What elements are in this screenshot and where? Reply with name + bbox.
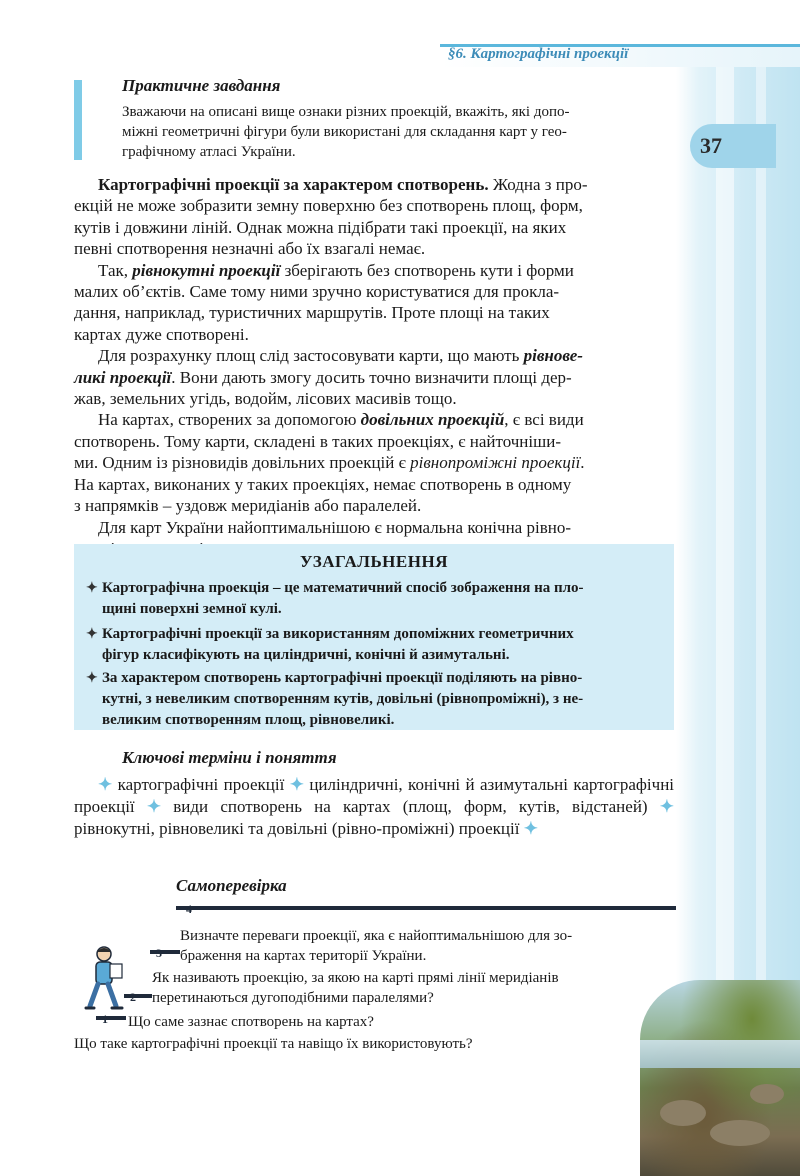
star-separator-icon: ✦ (659, 797, 675, 816)
step-line (96, 1016, 126, 1020)
body-line: ми. Одним із різновидів довільних проекцій є рівнопроміжні проекції. (74, 453, 585, 473)
key-terms-text: ✦ картографічні проекції ✦ циліндричні, конічні й азимутальні картографічні проекції ✦ види спотворень на картах (площ, форм, кутів, відстаней) ✦ рівнокутні, рівновеликі та довільні (рівно-проміжні) проекції ✦ (74, 775, 675, 838)
step-number: 2 (130, 990, 136, 1004)
body-line: Картографічні проекції за характером спотворень. Жодна з про- (98, 175, 588, 194)
body-line: На картах, виконаних у таких проекціях, немає спотворень в одному (74, 474, 572, 494)
summary-box (74, 544, 674, 730)
body-line: кутів і довжини ліній. Однак можна підібрати такі проекції, на яких (74, 217, 567, 237)
task-accent-bar (74, 80, 82, 160)
star-bullet-icon: ✦ (86, 627, 98, 642)
summary-item: ✦ За характером спотворень картографічні проекції поділяють на рівно- кутні, з невеликим спотворенням кутів, довільні (рівнопроміжні), з не- великим спотворенням площ, рівновеликі. (86, 670, 584, 728)
star-separator-icon: ✦ (98, 775, 113, 794)
body-line: Для розрахунку площ слід застосовувати карти, що мають рівнове- (98, 346, 583, 366)
star-bullet-icon: ✦ (86, 581, 98, 596)
section-title: §6. Картографічні проекції (448, 46, 629, 62)
body-line: малих об’єктів. Саме тому ними зручно користуватися для прокла- (74, 282, 560, 302)
body-line: дання, наприклад, туристичних маршрутів. Проте площі на таких (74, 303, 550, 323)
walking-figure-icon (80, 944, 130, 1016)
star-separator-icon: ✦ (523, 819, 538, 838)
star-separator-icon: ✦ (146, 797, 162, 816)
page-number: 37 (700, 133, 722, 158)
body-line: певні спотворення незначні або їх взагалі немає. (74, 239, 426, 259)
summary-title: УЗАГАЛЬНЕННЯ (300, 552, 448, 571)
star-separator-icon: ✦ (289, 775, 304, 794)
body-line: екцій не може зобразити земну поверхню без спотворень площ, форм, (74, 196, 583, 216)
self-check-title: Самоперевірка (176, 876, 287, 895)
body-text (74, 174, 674, 559)
body-line: з напрямків – уздовж меридіанів або паралелей. (74, 496, 422, 516)
step-number: 4 (186, 902, 192, 916)
step-number: 3 (156, 946, 162, 960)
step-line (150, 950, 180, 954)
question-2: Що саме зазнає спотворень на картах? (128, 1014, 374, 1030)
step-line (176, 906, 676, 910)
question-4: Визначте переваги проекції, яка є найоптимальнішою для зо- браження на картах території України. (180, 928, 573, 964)
question-3: Як називають проекцію, за якою на карті прямі лінії меридіанів перетинаються дугоподібними паралелями? (152, 970, 559, 1006)
task-line: міжні геометричні фігури були використані для складання карт у гео- (122, 124, 567, 140)
body-line: ликі проекції. Вони дають змогу досить точно визначити площі дер- (74, 367, 572, 387)
summary-item: ✦ Картографічні проекції за використанням допоміжних геометричних фігур класифікують на циліндричні, конічні й азимутальні. (86, 626, 574, 663)
task-line: Зважаючи на описані вище ознаки різних проекцій, вкажіть, які допо- (122, 104, 570, 120)
landscape-photo (640, 980, 800, 1176)
body-line: картах дуже спотворені. (74, 324, 249, 344)
task-line: графічному атласі України. (122, 144, 296, 160)
star-bullet-icon: ✦ (86, 671, 98, 686)
key-terms-title: Ключові терміни і поняття (122, 748, 337, 767)
summary-item: ✦ Картографічна проекція – це математичний спосіб зображення на пло- щині поверхні земної кулі. (86, 580, 584, 617)
question-1: Що таке картографічні проекції та навіщо їх використовують? (74, 1036, 473, 1052)
practical-task-title: Практичне завдання (122, 76, 281, 95)
body-line: Для карт України найоптимальнішою є нормальна конічна рівно- (98, 517, 571, 537)
body-line: Так, рівнокутні проекції зберігають без спотворень кути і форми (98, 260, 574, 280)
body-line: жав, земельних угідь, водойм, лісових масивів тощо. (74, 389, 457, 409)
body-line: спотворень. Тому карти, складені в таких проекціях, є найточніши- (74, 431, 561, 451)
body-line: На картах, створених за допомогою довільних проекцій, є всі види (98, 410, 584, 430)
step-number: 1 (102, 1012, 108, 1026)
practical-task-text (122, 102, 672, 162)
